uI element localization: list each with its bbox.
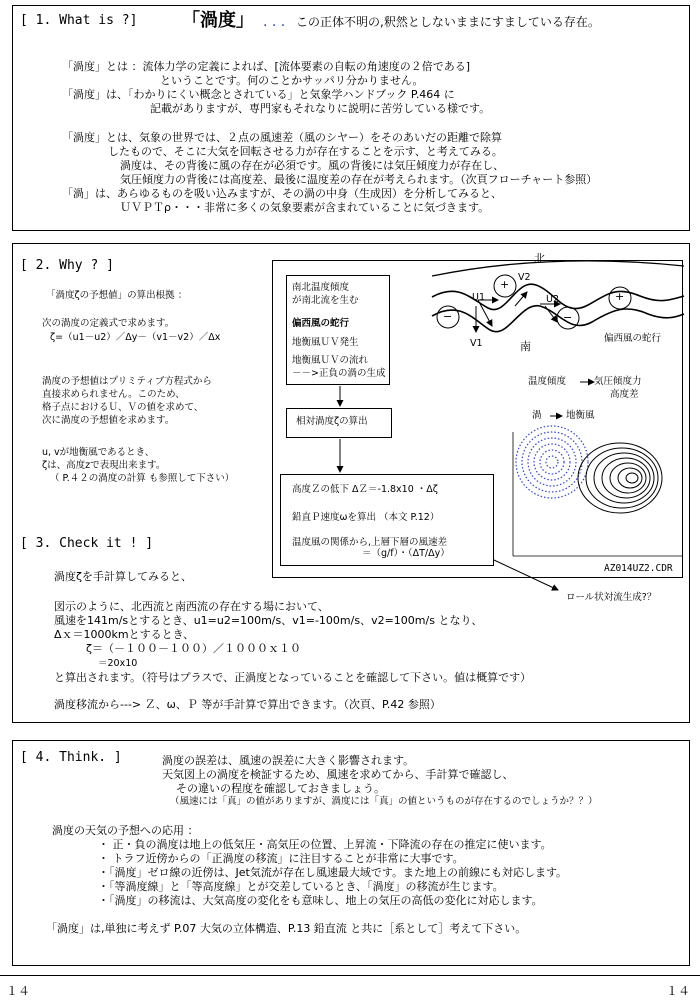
north-label: 北 (534, 252, 545, 265)
wave-line (432, 306, 684, 332)
roll-label: ロール状対流生成?？ (566, 592, 657, 603)
negative-spiral (516, 426, 588, 498)
text-line: Δｘ＝1000kmとするとき、 (54, 628, 195, 641)
text-line: 次に渦度の予想値を求めます。 (42, 415, 175, 426)
roll-arrow (494, 560, 558, 590)
text-note: （風速には「真」の値がありますが、渦度には「真」の値というものが存在するのでしょうか？？） (170, 796, 598, 807)
plus-sign: + (615, 290, 625, 303)
flow-text: 温度風の関係から,上層下層の風速差 (292, 537, 448, 548)
section-heading: [ 4. Think. ] (20, 750, 122, 765)
vorticity-formula: ζ=（u1－u2）／Δy－（v1－v2）／Δx (50, 332, 221, 343)
text-line: 直接求められません。このため、 (42, 389, 185, 400)
footer-rule (0, 975, 700, 976)
minus-sign: − (563, 311, 573, 324)
bullet-item: ・ 正・負の渦度は地上の低気圧・高気圧の位置、上昇流・下降流の存在の推定に使います。 (98, 838, 552, 851)
apps-title: 渦度の天気の予想への応用 ： (52, 824, 199, 837)
flow-text: 高度Ｚの低下 ΔＺ＝-1.8x10 ・Δζ (292, 484, 438, 495)
flow-text: 地衡風ＵＶの流れ (292, 355, 369, 366)
text-line: 渦度の誤差は、風速の誤差に大きく影響されます。 (162, 754, 415, 767)
text-line: 格子点におけるＵ、Ｖの値を求めて、 (42, 402, 204, 413)
wave-label: 偏西風の蛇行 (604, 333, 662, 344)
calc-result: ＝20x10 (98, 658, 138, 669)
page-number-right: １４ (666, 984, 691, 998)
plus-sign: + (500, 278, 510, 291)
flow-text: 地衡風ＵＶ発生 (292, 337, 359, 348)
text-line: （ P.４２の渦度の計算 も参照して下さい） (50, 473, 235, 484)
closing-note: 「渦度」は,単独に考えず P.07 大気の立体構造、P.13 鉛直流 と共に［系として］考えて下さい。 (46, 922, 527, 935)
text-line: ζは、高度zで表現出来ます。 (42, 460, 166, 471)
text-line: 「渦」は、あらゆるものを吸い込みますが、その渦の中身（生成因）を分析してみると、 (62, 187, 502, 200)
section-heading: [ 3. Check it ! ] (20, 536, 154, 551)
section-heading: [ 1. What is ?] (20, 13, 138, 28)
text-line: 記載がありますが、専門家もそれなりに説明に苦労している様です。 (150, 102, 491, 115)
flow-text: 偏西風の蛇行 (292, 318, 350, 329)
check-intro: 渦度ζを手計算してみると、 (54, 570, 192, 583)
flow-text: 相対渦度ζの算出 (296, 416, 368, 427)
height-diff-label: 高度差 (610, 389, 639, 400)
file-label: AZ014UZ2.CDR (604, 563, 673, 574)
text-line: 渦度は、その背後に風の存在が必須です。風の背後には気圧傾度力が存在し、 (120, 159, 505, 172)
title-dots: . . . (263, 14, 286, 30)
text-line: 図示のように、北西流と南西流の存在する場において、 (54, 600, 329, 613)
u2-label: U2 (546, 294, 559, 305)
text-line: ということです。何のことかサッパリ分かりません。 (160, 74, 424, 87)
text-line: 渦度移流から---> Ｚ、ω、Ｐ 等が手計算で算出できます。（次頁、P.42 参照） (54, 698, 441, 711)
basis-label: 「渦度ζの予想値」の算出根拠 ： (46, 290, 188, 301)
text-line: その違いの程度を確認しておきましょう。 (176, 782, 385, 795)
flow-text: 南北温度傾度 (292, 282, 350, 293)
bullet-item: ・「等渦度線」と「等高度線」とが交差しているとき、「渦度」の移流が生じます。 (98, 880, 504, 893)
text-line: ＵＶＰＴρ・・・非常に多くの気象要素が含まれていることに気づきます。 (120, 201, 490, 214)
south-label: 南 (520, 340, 531, 353)
jet-boundary-upper (432, 261, 684, 276)
text-line: 風速を141m/sとするとき、u1=u2=100m/s、v1=-100m/s、v2=100m/s となり、 (54, 614, 483, 627)
flow-text: －－>正負の渦の生成 (292, 368, 386, 379)
minus-sign: − (443, 310, 453, 323)
v1-label: V1 (470, 338, 483, 349)
text-line: 「渦度」は、「わかりにくい概念とされている」と気象学ハンドブック P.464 に (62, 88, 455, 101)
text-line: u, vが地衡風であるとき、 (42, 447, 155, 458)
geostrophic-label: 地衡風 (566, 410, 595, 421)
wind-arrow (515, 292, 527, 306)
temp-gradient-label: 温度傾度 (528, 376, 567, 387)
vortex-label: 渦 (532, 410, 542, 421)
positive-spiral (578, 443, 662, 513)
bullet-item: ・「渦度」の移流は、大気高度の変化をも意味し、地上の気圧の高低の変化に対応します。 (98, 894, 543, 907)
flow-text: が南北流を生む (292, 295, 359, 306)
text-line: 「渦度」とは ：流体力学の定義によれば、[流体要素の自転の角速度の２倍である] (62, 60, 471, 73)
text-line: 天気図上の渦度を検証するため、風速を求めてから、手計算で確認し、 (162, 768, 514, 781)
section-heading: [ 2. Why ? ] (20, 258, 114, 273)
flow-text: ＝（g/f）・（ΔT/Δy） (362, 548, 450, 559)
text-line: 気圧傾度力の背後には高度差、最後に温度差の存在が考えられます。（次頁フローチャート参照） (120, 173, 598, 186)
pressure-gradient-label: 気圧傾度力 (594, 376, 642, 387)
v2-label: V2 (518, 272, 531, 283)
title-subtitle: この正体不明の,釈然としないままにすましている存在。 (296, 15, 600, 29)
text-line: 「渦度」とは、気象の世界では、２点の風速差（風のシヤー）をそのあいだの距離で除算 (62, 131, 502, 144)
bullet-item: ・ トラフ近傍からの「正渦度の移流」に注目することが非常に大事です。 (98, 852, 464, 865)
flow-text: 鉛直Ｐ速度ωを算出 （本文 P.12） (292, 512, 440, 523)
text-line: したもので、そこに大気を回転させる力が存在することを示す、と考えてみる。 (108, 145, 503, 158)
calc-formula: ζ＝（－１００－１００）／１０００ｘ１０ (86, 642, 301, 655)
bullet-item: ・「渦度」ゼロ線の近傍は、Jet気流が存在し風速最大域です。また地上の前線にも対応します。 (98, 866, 568, 879)
text-line: 渦度の予想値はプリミティブ方程式から (42, 376, 212, 387)
page-title: 「渦度」 (182, 10, 254, 31)
u1-label: U1 (472, 292, 485, 303)
definition-intro: 次の渦度の定義式で求めます。 (42, 318, 175, 329)
page-number-left: １４ (6, 984, 31, 998)
text-line: と算出されます。（符号はプラスで、正渦度となっていることを確認して下さい。値は概算です） (54, 671, 532, 684)
